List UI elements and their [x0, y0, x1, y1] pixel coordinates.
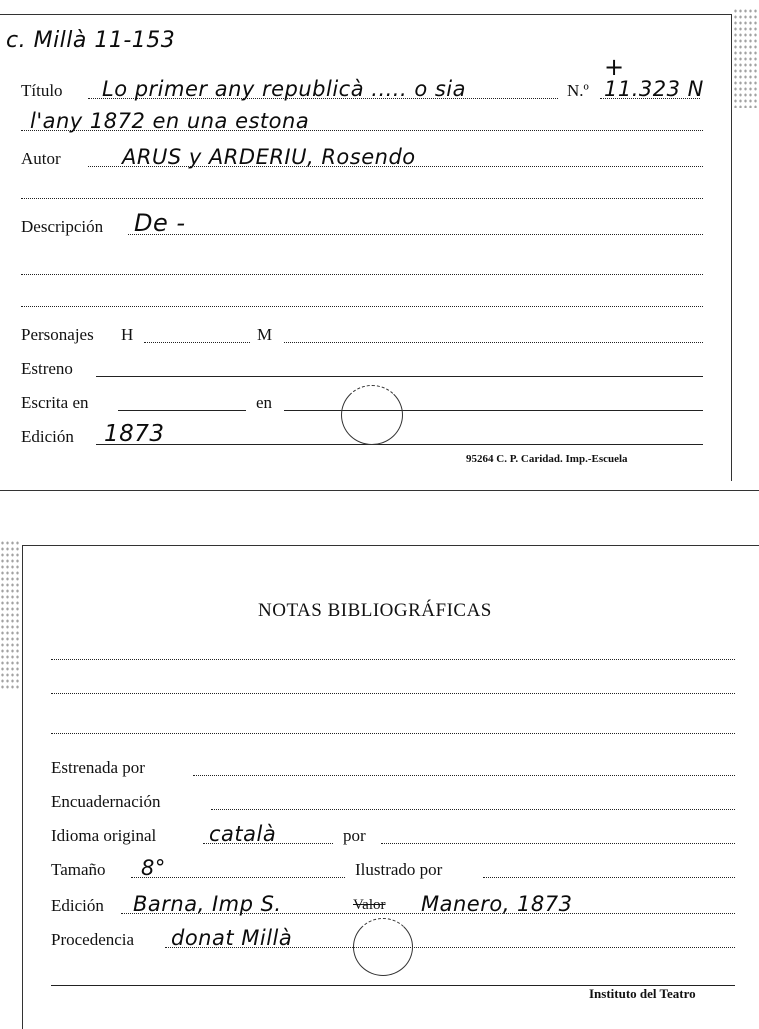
- titulo-row: [0, 53, 731, 103]
- valor-label: Valor: [353, 897, 386, 913]
- descripcion-label: Descripción: [21, 217, 104, 236]
- edicion-value: 1873: [104, 421, 165, 447]
- idioma-row: [23, 818, 759, 848]
- autor-row: [0, 141, 731, 171]
- titulo-label: Título: [21, 81, 63, 100]
- blank-row: [23, 634, 759, 664]
- catalog-card-front: [0, 14, 732, 481]
- printer-mark: 95264 C. P. Caridad. Imp.-Escuela: [466, 453, 628, 465]
- en-label: en: [256, 393, 273, 412]
- estreno-label: Estreno: [21, 359, 73, 378]
- tamano-label: Tamaño: [51, 860, 106, 879]
- edicion-notas-value: Barna, Imp S.: [133, 892, 282, 916]
- edicion-notas-label: Edición: [51, 896, 104, 915]
- edicion-notas-value-publisher: Manero, 1873: [421, 892, 573, 916]
- personajes-row: [0, 317, 731, 347]
- estrenada-label: Estrenada por: [51, 758, 145, 777]
- h-label: H: [121, 325, 134, 344]
- escrita-label: Escrita en: [21, 393, 89, 412]
- edicion-label: Edición: [21, 427, 74, 446]
- estreno-row: [0, 351, 731, 381]
- numero-cross: +: [604, 53, 625, 81]
- reference-number: c. Millà 11-153: [6, 28, 176, 53]
- punch-hole: [341, 385, 403, 445]
- notas-heading: NOTAS BIBLIOGRÁFICAS: [258, 600, 492, 621]
- titulo-value: Lo primer any republicà ..... o sia: [102, 77, 466, 101]
- personajes-label: Personajes: [21, 325, 94, 344]
- scan-noise: [0, 540, 20, 690]
- reference-row: [0, 25, 731, 55]
- ilustrado-label: Ilustrado por: [355, 860, 443, 879]
- tamano-row: [23, 852, 759, 882]
- encuadernacion-label: Encuadernación: [51, 792, 161, 811]
- tamano-value: 8°: [141, 856, 166, 880]
- idioma-label: Idioma original: [51, 826, 157, 845]
- numero-label: N.º: [567, 81, 589, 100]
- blank-row: [23, 668, 759, 698]
- procedencia-label: Procedencia: [51, 930, 135, 949]
- catalog-card-back: [22, 545, 759, 1029]
- edicion-notas-row: [23, 888, 759, 918]
- autor-value: ARUS y ARDERIU, Rosendo: [122, 145, 416, 169]
- titulo-continuation-row: [0, 105, 731, 135]
- blank-row: [0, 249, 731, 279]
- card-divider: [0, 490, 759, 491]
- blank-row: [0, 173, 731, 203]
- autor-label: Autor: [21, 149, 61, 168]
- institute-name: Instituto del Teatro: [589, 986, 696, 1001]
- numero-value: 11.323 N: [604, 77, 704, 101]
- blank-row: [23, 708, 759, 738]
- procedencia-value: donat Millà: [171, 926, 293, 950]
- idioma-value: català: [209, 822, 277, 846]
- idioma-por-label: por: [343, 826, 366, 845]
- descripcion-value: De -: [134, 209, 186, 237]
- blank-row: [0, 281, 731, 311]
- estrenada-row: [23, 750, 759, 780]
- titulo-value-continued: l'any 1872 en una estona: [30, 109, 310, 133]
- encuadernacion-row: [23, 784, 759, 814]
- m-label: M: [257, 325, 273, 344]
- scan-noise: [733, 8, 759, 108]
- descripcion-row: [0, 209, 731, 239]
